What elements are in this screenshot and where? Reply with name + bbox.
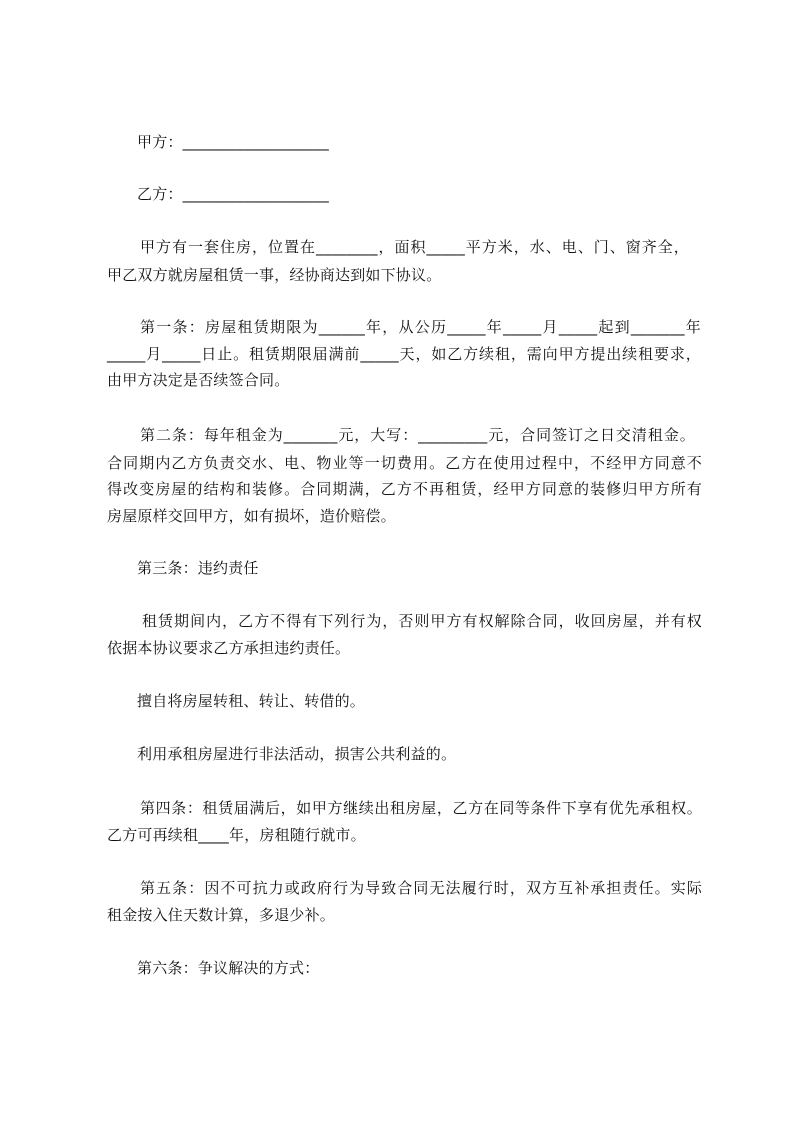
article2-line-2: 合同期内乙方负责交水、电、物业等一切费用。乙方在使用过程中，不经甲方同意不 <box>107 454 702 472</box>
article1-line-2: _____月_____日止。租赁期限届满前_____天，如乙方续租，需向甲方提出续租要求， <box>107 345 701 363</box>
article3-para-line-1: 租赁期间内，乙方不得有下列行为，否则甲方有权解除合同，收回房屋，并有权 <box>142 612 702 630</box>
article4-line-1: 第四条：租赁届满后，如甲方继续出租房屋，乙方在同等条件下享有优先承租权。 <box>140 799 702 817</box>
intro-line-2: 甲乙双方就房屋租赁一事，经协商达到如下协议。 <box>107 266 442 284</box>
article3-title: 第三条：违约责任 <box>137 559 259 577</box>
article5-line-2: 租金按入住天数计算，多退少补。 <box>107 906 336 924</box>
article2-line-3: 得改变房屋的结构和装修。合同期满，乙方不再租赁，经甲方同意的装修归甲方所有 <box>107 480 702 498</box>
article1-line-3: 由甲方决定是否续签合同。 <box>107 371 290 389</box>
article5-line-1: 第五条：因不可抗力或政府行为导致合同无法履行时，双方互补承担责任。实际 <box>140 879 702 897</box>
article6-title: 第六条：争议解决的方式： <box>137 959 320 977</box>
article4-line-2: 乙方可再续租____年，房租随行就市。 <box>107 826 366 844</box>
article1-line-1: 第一条：房屋租赁期限为______年，从公历_____年_____月_____起到_______年 <box>140 318 701 336</box>
article2-line-4: 房屋原样交回甲方，如有损坏，造价赔偿。 <box>107 507 396 525</box>
party-a-line: 甲方：___________________ <box>137 133 329 151</box>
article3-item-1: 擅自将房屋转租、转让、转借的。 <box>137 692 366 710</box>
article3-item-2: 利用承租房屋进行非法活动，损害公共利益的。 <box>137 745 457 763</box>
article3-para-line-2: 依据本协议要求乙方承担违约责任。 <box>107 639 351 657</box>
article2-line-1: 第二条：每年租金为_______元，大写：_________元，合同签订之日交清租金。 <box>140 426 695 444</box>
intro-line-1: 甲方有一套住房，位置在________，面积_____平方米，水、电、门、窗齐全， <box>140 238 689 256</box>
party-b-line: 乙方：___________________ <box>137 185 329 203</box>
